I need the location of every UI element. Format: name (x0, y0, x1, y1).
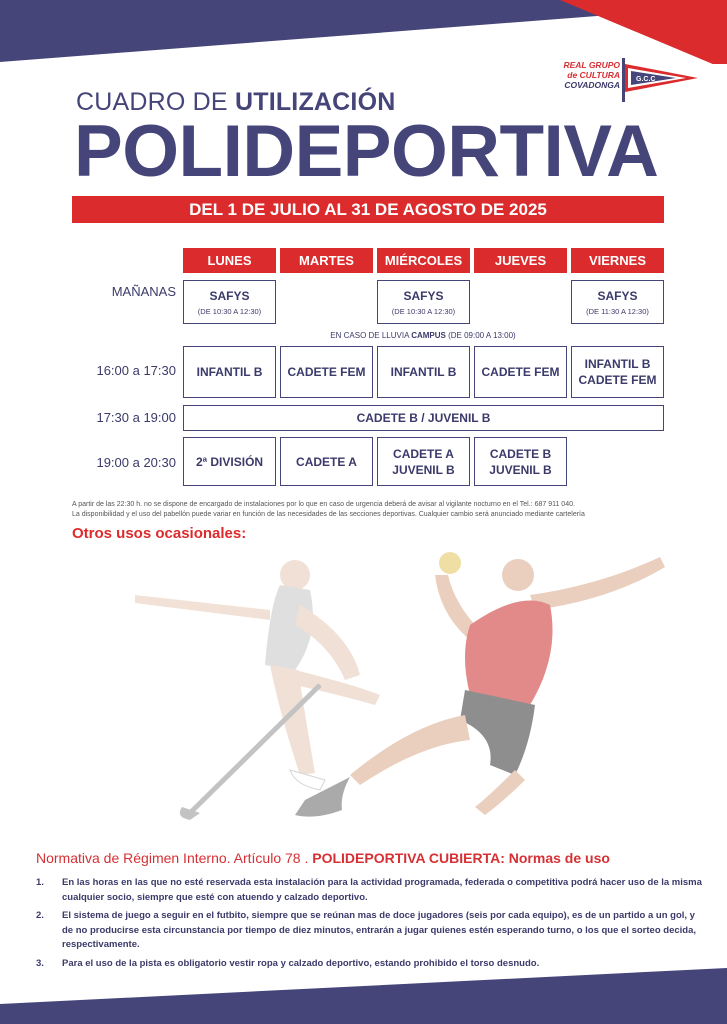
rule-item (36, 876, 708, 905)
rule-number: 3. (36, 958, 44, 969)
date-range-banner: DEL 1 DE JULIO AL 31 DE AGOSTO DE 2025 (72, 196, 664, 223)
cell-mananas-viernes (571, 280, 664, 324)
cell-mananas-lunes (183, 280, 276, 324)
cell-slot3-martes: CADETE A (280, 437, 373, 486)
cell-time: (DE 10:30 A 12:30) (391, 306, 456, 316)
logo-line-1: REAL GRUPO (563, 60, 620, 70)
rain-note: EN CASO DE LLUVIA CAMPUS (DE 09:00 A 13:00) (330, 331, 516, 340)
cell-slot1-viernes: INFANTIL B CADETE FEM (571, 346, 664, 398)
day-header-miercoles: MIÉRCOLES (377, 248, 470, 273)
footnote-line-1: A partir de las 22:30 h. no se dispone de encargado de instalaciones por lo que en caso de urgencia deberá de avisar al vigilante nocturno en el Tel.: 687 911 040. (72, 501, 575, 508)
logo-text (560, 60, 620, 90)
page-kicker: CUADRO DE UTILIZACIÓN (76, 88, 396, 116)
rule-text: Para el uso de la pista es obligatorio vestir ropa y calzado deportivo, estando prohibido el torso desnudo. (62, 958, 540, 969)
rule-item (36, 957, 708, 972)
day-header-martes: MARTES (280, 248, 373, 273)
row-label-slot1: 16:00 a 17:30 (96, 363, 176, 378)
cell-slot2-all-week: CADETE B / JUVENIL B (183, 405, 664, 431)
rule-item (36, 909, 708, 953)
cell-slot3-jueves: CADETE B JUVENIL B (474, 437, 567, 486)
cell-time: (DE 11:30 A 12:30) (586, 306, 649, 316)
row-label-mananas: MAÑANAS (111, 284, 176, 299)
rule-text: En las horas en las que no esté reservada esta instalación para la actividad programada, federada o competitiva podrá hacer uso de la misma cualquier socio, siempre que esté con atuendo y calzado deportivo. (62, 877, 702, 903)
svg-text:G.C.C: G.C.C (636, 76, 656, 83)
athletes-illustration (120, 545, 680, 845)
club-logo (560, 58, 700, 100)
day-header-viernes: VIERNES (571, 248, 664, 273)
pennant-flag-icon (622, 58, 700, 102)
cell-slot1-lunes: INFANTIL B (183, 346, 276, 398)
cell-activity: SAFYS (209, 288, 250, 303)
cell-activity: SAFYS (597, 288, 638, 303)
rule-number: 2. (36, 910, 44, 921)
cell-activity: SAFYS (403, 288, 444, 303)
logo-line-3: COVADONGA (564, 80, 620, 90)
cell-slot1-miercoles: INFANTIL B (377, 346, 470, 398)
row-label-slot2: 17:30 a 19:00 (96, 410, 176, 425)
rule-text: El sistema de juego a seguir en el futbito, siempre que se reúnan mas de doce jugadores (seis por cada equipo), es de un partido a un gol, y de no producirse esta circunstancia por tiempo de diez minutos, entrarán a jugar quienes estén esperando turno, o los que el sorteo decida, respectivamente. (62, 910, 697, 950)
page-title: POLIDEPORTIVA (74, 111, 659, 192)
row-label-slot3: 19:00 a 20:30 (96, 455, 176, 470)
cell-slot3-lunes: 2ª DIVISIÓN (183, 437, 276, 486)
normativa-heading: Normativa de Régimen Interno. Artículo 78 . POLIDEPORTIVA CUBIERTA: Normas de uso (36, 850, 610, 866)
cell-time: (DE 10:30 A 12:30) (197, 306, 262, 316)
day-header-jueves: JUEVES (474, 248, 567, 273)
bottom-decoration-band (0, 964, 727, 1024)
rule-number: 1. (36, 877, 44, 888)
logo-line-2: de CULTURA (567, 70, 620, 80)
cell-mananas-miercoles (377, 280, 470, 324)
cell-slot1-martes: CADETE FEM (280, 346, 373, 398)
cell-slot3-miercoles: CADETE A JUVENIL B (377, 437, 470, 486)
cell-slot1-jueves: CADETE FEM (474, 346, 567, 398)
footnote (72, 500, 672, 519)
top-decoration-band (0, 0, 727, 64)
day-header-lunes: LUNES (183, 248, 276, 273)
otros-usos-heading: Otros usos ocasionales: (72, 525, 247, 542)
footnote-line-2: La disponibilidad y el uso del pabellón puede variar en función de las necesidades de las secciones deportivas. Cualquier cambio será anunciado mediante cartelería (72, 510, 585, 518)
